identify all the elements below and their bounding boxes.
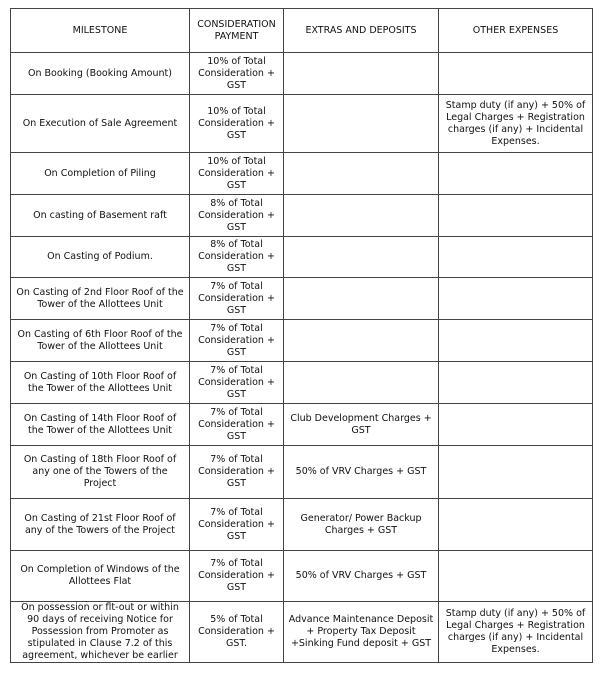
other-expenses-cell (439, 278, 593, 320)
milestone-cell: On Casting of 14th Floor Roof of the Tower of the Allottees Unit (11, 404, 190, 446)
milestone-cell: On Casting of 2nd Floor Roof of the Tower of the Allottees Unit (11, 278, 190, 320)
header-other-expenses: OTHER EXPENSES (439, 9, 593, 53)
extras-cell: 50% of VRV Charges + GST (284, 446, 439, 499)
milestone-cell: On Execution of Sale Agreement (11, 95, 190, 153)
milestone-cell: On Booking (Booking Amount) (11, 53, 190, 95)
milestone-cell: On Casting of 10th Floor Roof of the Tower of the Allottees Unit (11, 362, 190, 404)
extras-cell (284, 95, 439, 153)
table-row (11, 602, 593, 663)
milestone-cell: On Completion of Windows of the Allottees Flat (11, 551, 190, 602)
payment-schedule-table (10, 8, 593, 663)
payment-cell: 8% of Total Consideration + GST (190, 237, 284, 278)
header-milestone: MILESTONE (11, 9, 190, 53)
other-expenses-cell (439, 53, 593, 95)
other-expenses-cell: Stamp duty (if any) + 50% of Legal Charges + Registration charges (if any) + Incidental Expenses. (439, 602, 593, 663)
milestone-cell: On Completion of Piling (11, 153, 190, 195)
other-expenses-cell (439, 195, 593, 237)
table-row (11, 153, 593, 195)
payment-cell: 7% of Total Consideration + GST (190, 446, 284, 499)
other-expenses-cell (439, 404, 593, 446)
milestone-cell: On casting of Basement raft (11, 195, 190, 237)
milestone-cell: On Casting of Podium. (11, 237, 190, 278)
extras-cell: Advance Maintenance Deposit + Property Tax Deposit +Sinking Fund deposit + GST (284, 602, 439, 663)
extras-cell (284, 195, 439, 237)
other-expenses-cell (439, 237, 593, 278)
table-header-row (11, 9, 593, 53)
extras-cell (284, 237, 439, 278)
payment-cell: 10% of Total Consideration + GST (190, 95, 284, 153)
payment-cell: 7% of Total Consideration + GST (190, 551, 284, 602)
payment-cell: 7% of Total Consideration + GST (190, 278, 284, 320)
extras-cell (284, 362, 439, 404)
table-row (11, 362, 593, 404)
table-row (11, 320, 593, 362)
table-row (11, 551, 593, 602)
other-expenses-cell (439, 362, 593, 404)
extras-cell: Generator/ Power Backup Charges + GST (284, 499, 439, 551)
extras-cell: Club Development Charges + GST (284, 404, 439, 446)
payment-cell: 10% of Total Consideration + GST (190, 153, 284, 195)
other-expenses-cell (439, 446, 593, 499)
milestone-cell: On Casting of 18th Floor Roof of any one of the Towers of the Project (11, 446, 190, 499)
milestone-cell: On Casting of 6th Floor Roof of the Tower of the Allottees Unit (11, 320, 190, 362)
extras-cell: 50% of VRV Charges + GST (284, 551, 439, 602)
table-row (11, 237, 593, 278)
other-expenses-cell (439, 499, 593, 551)
payment-cell: 7% of Total Consideration + GST (190, 499, 284, 551)
other-expenses-cell (439, 551, 593, 602)
extras-cell (284, 53, 439, 95)
table-row (11, 195, 593, 237)
table-row (11, 53, 593, 95)
extras-cell (284, 278, 439, 320)
payment-cell: 10% of Total Consideration + GST (190, 53, 284, 95)
milestone-cell: On Casting of 21st Floor Roof of any of the Towers of the Project (11, 499, 190, 551)
table-row (11, 499, 593, 551)
payment-cell: 7% of Total Consideration + GST (190, 362, 284, 404)
other-expenses-cell (439, 320, 593, 362)
milestone-cell: On possession or flt-out or within 90 days of receiving Notice for Possession from Promoter as stipulated in Clause 7.2 of this agreement, whichever be earlier (11, 602, 190, 663)
payment-cell: 5% of Total Consideration + GST. (190, 602, 284, 663)
payment-cell: 7% of Total Consideration + GST (190, 404, 284, 446)
table-row (11, 278, 593, 320)
extras-cell (284, 320, 439, 362)
other-expenses-cell: Stamp duty (if any) + 50% of Legal Charges + Registration charges (if any) + Incidental Expenses. (439, 95, 593, 153)
header-consideration-payment: CONSIDERATION PAYMENT (190, 9, 284, 53)
extras-cell (284, 153, 439, 195)
table-row (11, 95, 593, 153)
other-expenses-cell (439, 153, 593, 195)
payment-cell: 7% of Total Consideration + GST (190, 320, 284, 362)
table-row (11, 404, 593, 446)
header-extras-and-deposits: EXTRAS AND DEPOSITS (284, 9, 439, 53)
payment-cell: 8% of Total Consideration + GST (190, 195, 284, 237)
table-row (11, 446, 593, 499)
